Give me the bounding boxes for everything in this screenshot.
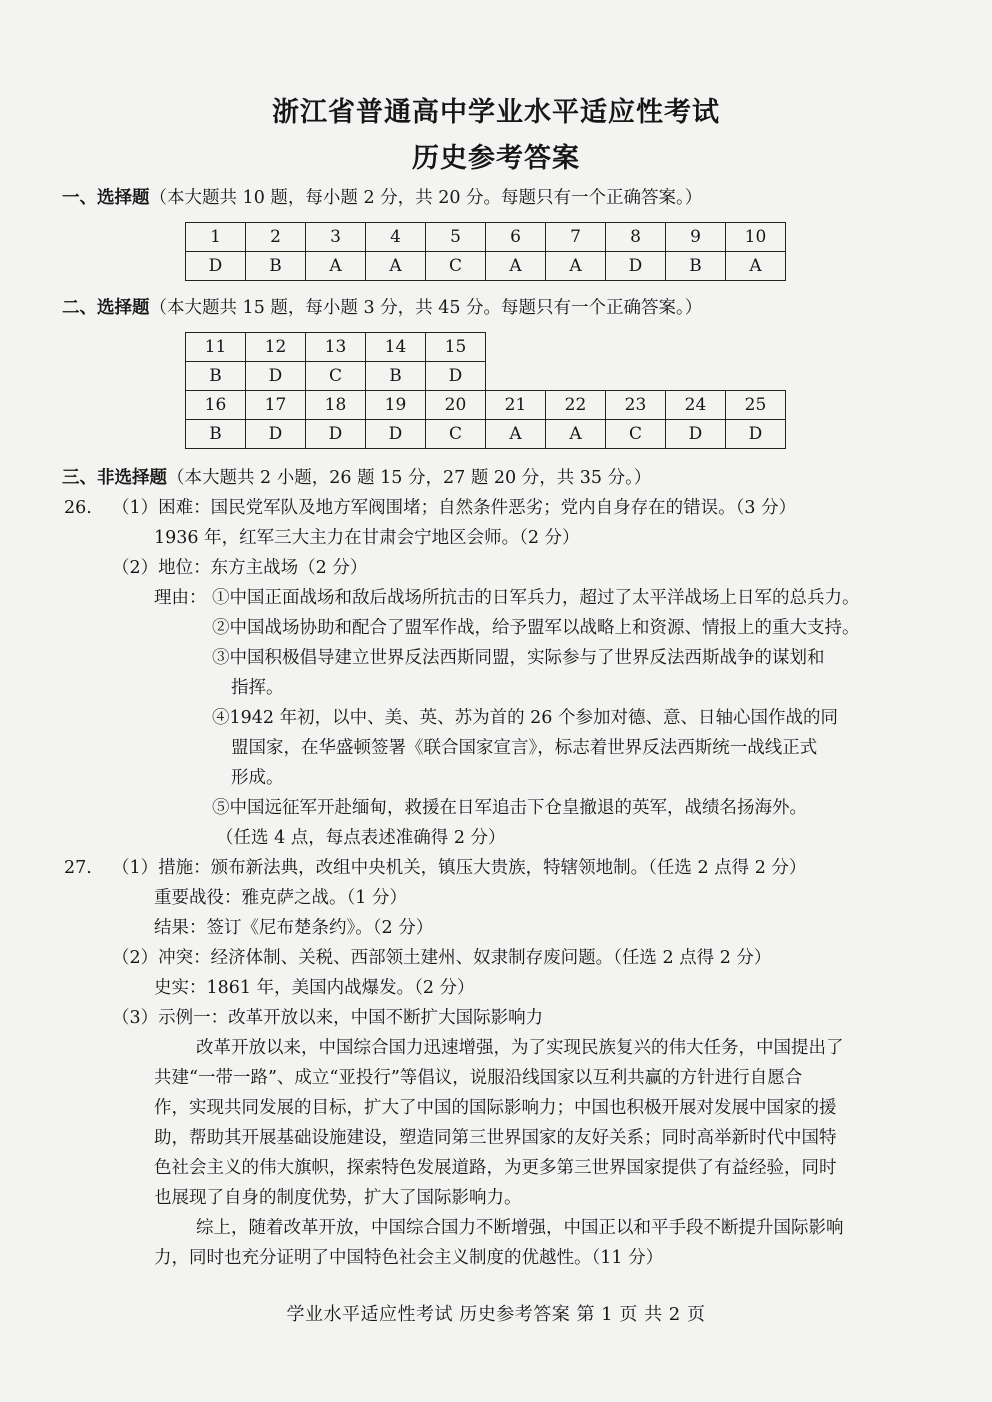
q27-part1-line3: 结果：签订《尼布楚条约》。（2 分） [154, 918, 434, 938]
question-number-cell: 18 [306, 391, 366, 420]
question-number-cell: 4 [366, 223, 426, 252]
answer-cell: D [246, 362, 306, 391]
q27-part1-line2: 重要战役：雅克萨之战。（1 分） [154, 888, 407, 908]
question-number-cell: 8 [606, 223, 666, 252]
q26-reason-5: ⑤中国远征军开赴缅甸，救援在日军追击下仓皇撤退的英军，战绩名扬海外。 [212, 798, 807, 818]
q26-reason-label: 理由： [154, 588, 207, 608]
q27-part3-line1: （3）示例一：改革开放以来，中国不断扩大国际影响力 [112, 1008, 544, 1028]
section3-heading: 三、非选择题 [62, 468, 167, 488]
q27-essay-line-1: 改革开放以来，中国综合国力迅速增强，为了实现民族复兴的伟大任务，中国提出了 [196, 1038, 844, 1058]
answer-cell: B [186, 362, 246, 391]
question-number-cell: 3 [306, 223, 366, 252]
q26-reason-4c: 形成。 [231, 768, 284, 788]
answer-cell: B [366, 362, 426, 391]
section2-number-row-2 [186, 391, 786, 420]
question-number-cell: 16 [186, 391, 246, 420]
empty-cell [486, 333, 546, 362]
question-number-cell: 17 [246, 391, 306, 420]
q26-reason-2: ②中国战场协助和配合了盟军作战，给予盟军以战略上和资源、情报上的重大支持。 [212, 618, 860, 638]
q26-part1-line2: 1936 年，红军三大主力在甘肃会宁地区会师。（2 分） [154, 528, 580, 548]
q27-essay-line-6: 也展现了自身的制度优势，扩大了国际影响力。 [154, 1188, 522, 1208]
q27-part1-line1: （1）措施：颁布新法典，改组中央机关，镇压大贵族，特辖领地制。（任选 2 点得 2 分） [112, 858, 807, 878]
q27-essay-line-3: 作，实现共同发展的目标，扩大了中国的国际影响力；中国也积极开展对发展中国家的援 [154, 1098, 837, 1118]
question-number-cell: 7 [546, 223, 606, 252]
section2-heading: 二、选择题 [62, 298, 150, 318]
question-number-cell: 14 [366, 333, 426, 362]
answer-cell: D [726, 420, 786, 449]
answer-cell: A [546, 252, 606, 281]
empty-cell [606, 362, 666, 391]
section1-note: （本大题共 10 题，每小题 2 分，共 20 分。每题只有一个正确答案。） [149, 188, 703, 208]
answer-cell: D [426, 362, 486, 391]
question-number-cell: 1 [186, 223, 246, 252]
q27-essay-line-8: 力，同时也充分证明了中国特色社会主义制度的优越性。（11 分） [154, 1248, 664, 1268]
answer-cell: A [726, 252, 786, 281]
section2-number-row-1 [186, 333, 786, 362]
q27-part2-line1: （2）冲突：经济体制、关税、西部领土建州、奴隶制存废问题。（任选 2 点得 2 分） [112, 948, 772, 968]
question-number-cell: 23 [606, 391, 666, 420]
question-number-cell: 9 [666, 223, 726, 252]
answer-cell: D [246, 420, 306, 449]
section2-header [62, 296, 702, 320]
q26-part2-line1: （2）地位：东方主战场（2 分） [112, 558, 368, 578]
empty-cell [486, 362, 546, 391]
q27-essay-line-5: 色社会主义的伟大旗帜，探索特色发展道路，为更多第三世界国家提供了有益经验，同时 [154, 1158, 837, 1178]
section1-answer-row [186, 252, 786, 281]
section1-number-row [186, 223, 786, 252]
question-number-cell: 2 [246, 223, 306, 252]
question-number-cell: 11 [186, 333, 246, 362]
q27-part2-line2: 史实：1861 年，美国内战爆发。（2 分） [154, 978, 475, 998]
empty-cell [726, 362, 786, 391]
q26-label: 26. [64, 498, 92, 518]
document-subtitle: 历史参考答案 [412, 143, 580, 174]
answer-cell: C [606, 420, 666, 449]
question-number-cell: 20 [426, 391, 486, 420]
answer-cell: A [486, 420, 546, 449]
section2-answer-row-2 [186, 420, 786, 449]
section2-note: （本大题共 15 题，每小题 3 分，共 45 分。每题只有一个正确答案。） [149, 298, 703, 318]
answer-cell: C [426, 252, 486, 281]
q27-essay-line-7: 综上，随着改革开放，中国综合国力不断增强，中国正以和平手段不断提升国际影响 [196, 1218, 844, 1238]
q26-part1-line1: （1）困难：国民党军队及地方军阀围堵；自然条件恶劣；党内自身存在的错误。（3 分） [112, 498, 797, 518]
question-number-cell: 19 [366, 391, 426, 420]
q26-reason-1: ①中国正面战场和敌后战场所抗击的日军兵力，超过了太平洋战场上日军的总兵力。 [212, 588, 860, 608]
q26-reason-3b: 指挥。 [231, 678, 284, 698]
q27-essay-line-4: 助，帮助其开展基础设施建设，塑造同第三世界国家的友好关系；同时高举新时代中国特 [154, 1128, 837, 1148]
answer-cell: B [246, 252, 306, 281]
answer-cell: B [186, 420, 246, 449]
answer-cell: A [366, 252, 426, 281]
q26-reason-3a: ③中国积极倡导建立世界反法西斯同盟，实际参与了世界反法西斯战争的谋划和 [212, 648, 825, 668]
q27-label: 27. [64, 858, 92, 878]
question-number-cell: 13 [306, 333, 366, 362]
answer-cell: C [426, 420, 486, 449]
question-number-cell: 15 [426, 333, 486, 362]
answer-cell: A [486, 252, 546, 281]
answer-cell: D [186, 252, 246, 281]
document-title: 浙江省普通高中学业水平适应性考试 [272, 97, 720, 128]
page-footer: 学业水平适应性考试 历史参考答案 第 1 页 共 2 页 [286, 1304, 706, 1325]
answer-cell: D [366, 420, 426, 449]
section2-answer-table [185, 332, 786, 449]
section1-header [62, 186, 702, 210]
question-number-cell: 6 [486, 223, 546, 252]
section3-header [62, 466, 651, 490]
section1-heading: 一、选择题 [62, 188, 150, 208]
empty-cell [606, 333, 666, 362]
answer-cell: D [666, 420, 726, 449]
q26-reason-4a: ④1942 年初，以中、美、英、苏为首的 26 个参加对德、意、日轴心国作战的同 [212, 708, 838, 728]
question-number-cell: 22 [546, 391, 606, 420]
empty-cell [666, 333, 726, 362]
section2-answer-row-1 [186, 362, 786, 391]
question-number-cell: 24 [666, 391, 726, 420]
empty-cell [546, 362, 606, 391]
q26-reason-note: （任选 4 点，每点表述准确得 2 分） [216, 828, 506, 848]
answer-cell: D [306, 420, 366, 449]
empty-cell [726, 333, 786, 362]
question-number-cell: 10 [726, 223, 786, 252]
question-number-cell: 21 [486, 391, 546, 420]
answer-cell: B [666, 252, 726, 281]
answer-cell: C [306, 362, 366, 391]
question-number-cell: 5 [426, 223, 486, 252]
question-number-cell: 25 [726, 391, 786, 420]
answer-cell: A [306, 252, 366, 281]
section3-note: （本大题共 2 小题，26 题 15 分，27 题 20 分，共 35 分。） [167, 468, 652, 488]
section1-answer-table [185, 222, 786, 281]
question-number-cell: 12 [246, 333, 306, 362]
empty-cell [666, 362, 726, 391]
answer-cell: D [606, 252, 666, 281]
answer-cell: A [546, 420, 606, 449]
q26-reason-4b: 盟国家，在华盛顿签署《联合国家宣言》，标志着世界反法西斯统一战线正式 [231, 738, 818, 758]
empty-cell [546, 333, 606, 362]
q27-essay-line-2: 共建“一带一路”、成立“亚投行”等倡议，说服沿线国家以互利共赢的方针进行自愿合 [154, 1068, 803, 1088]
